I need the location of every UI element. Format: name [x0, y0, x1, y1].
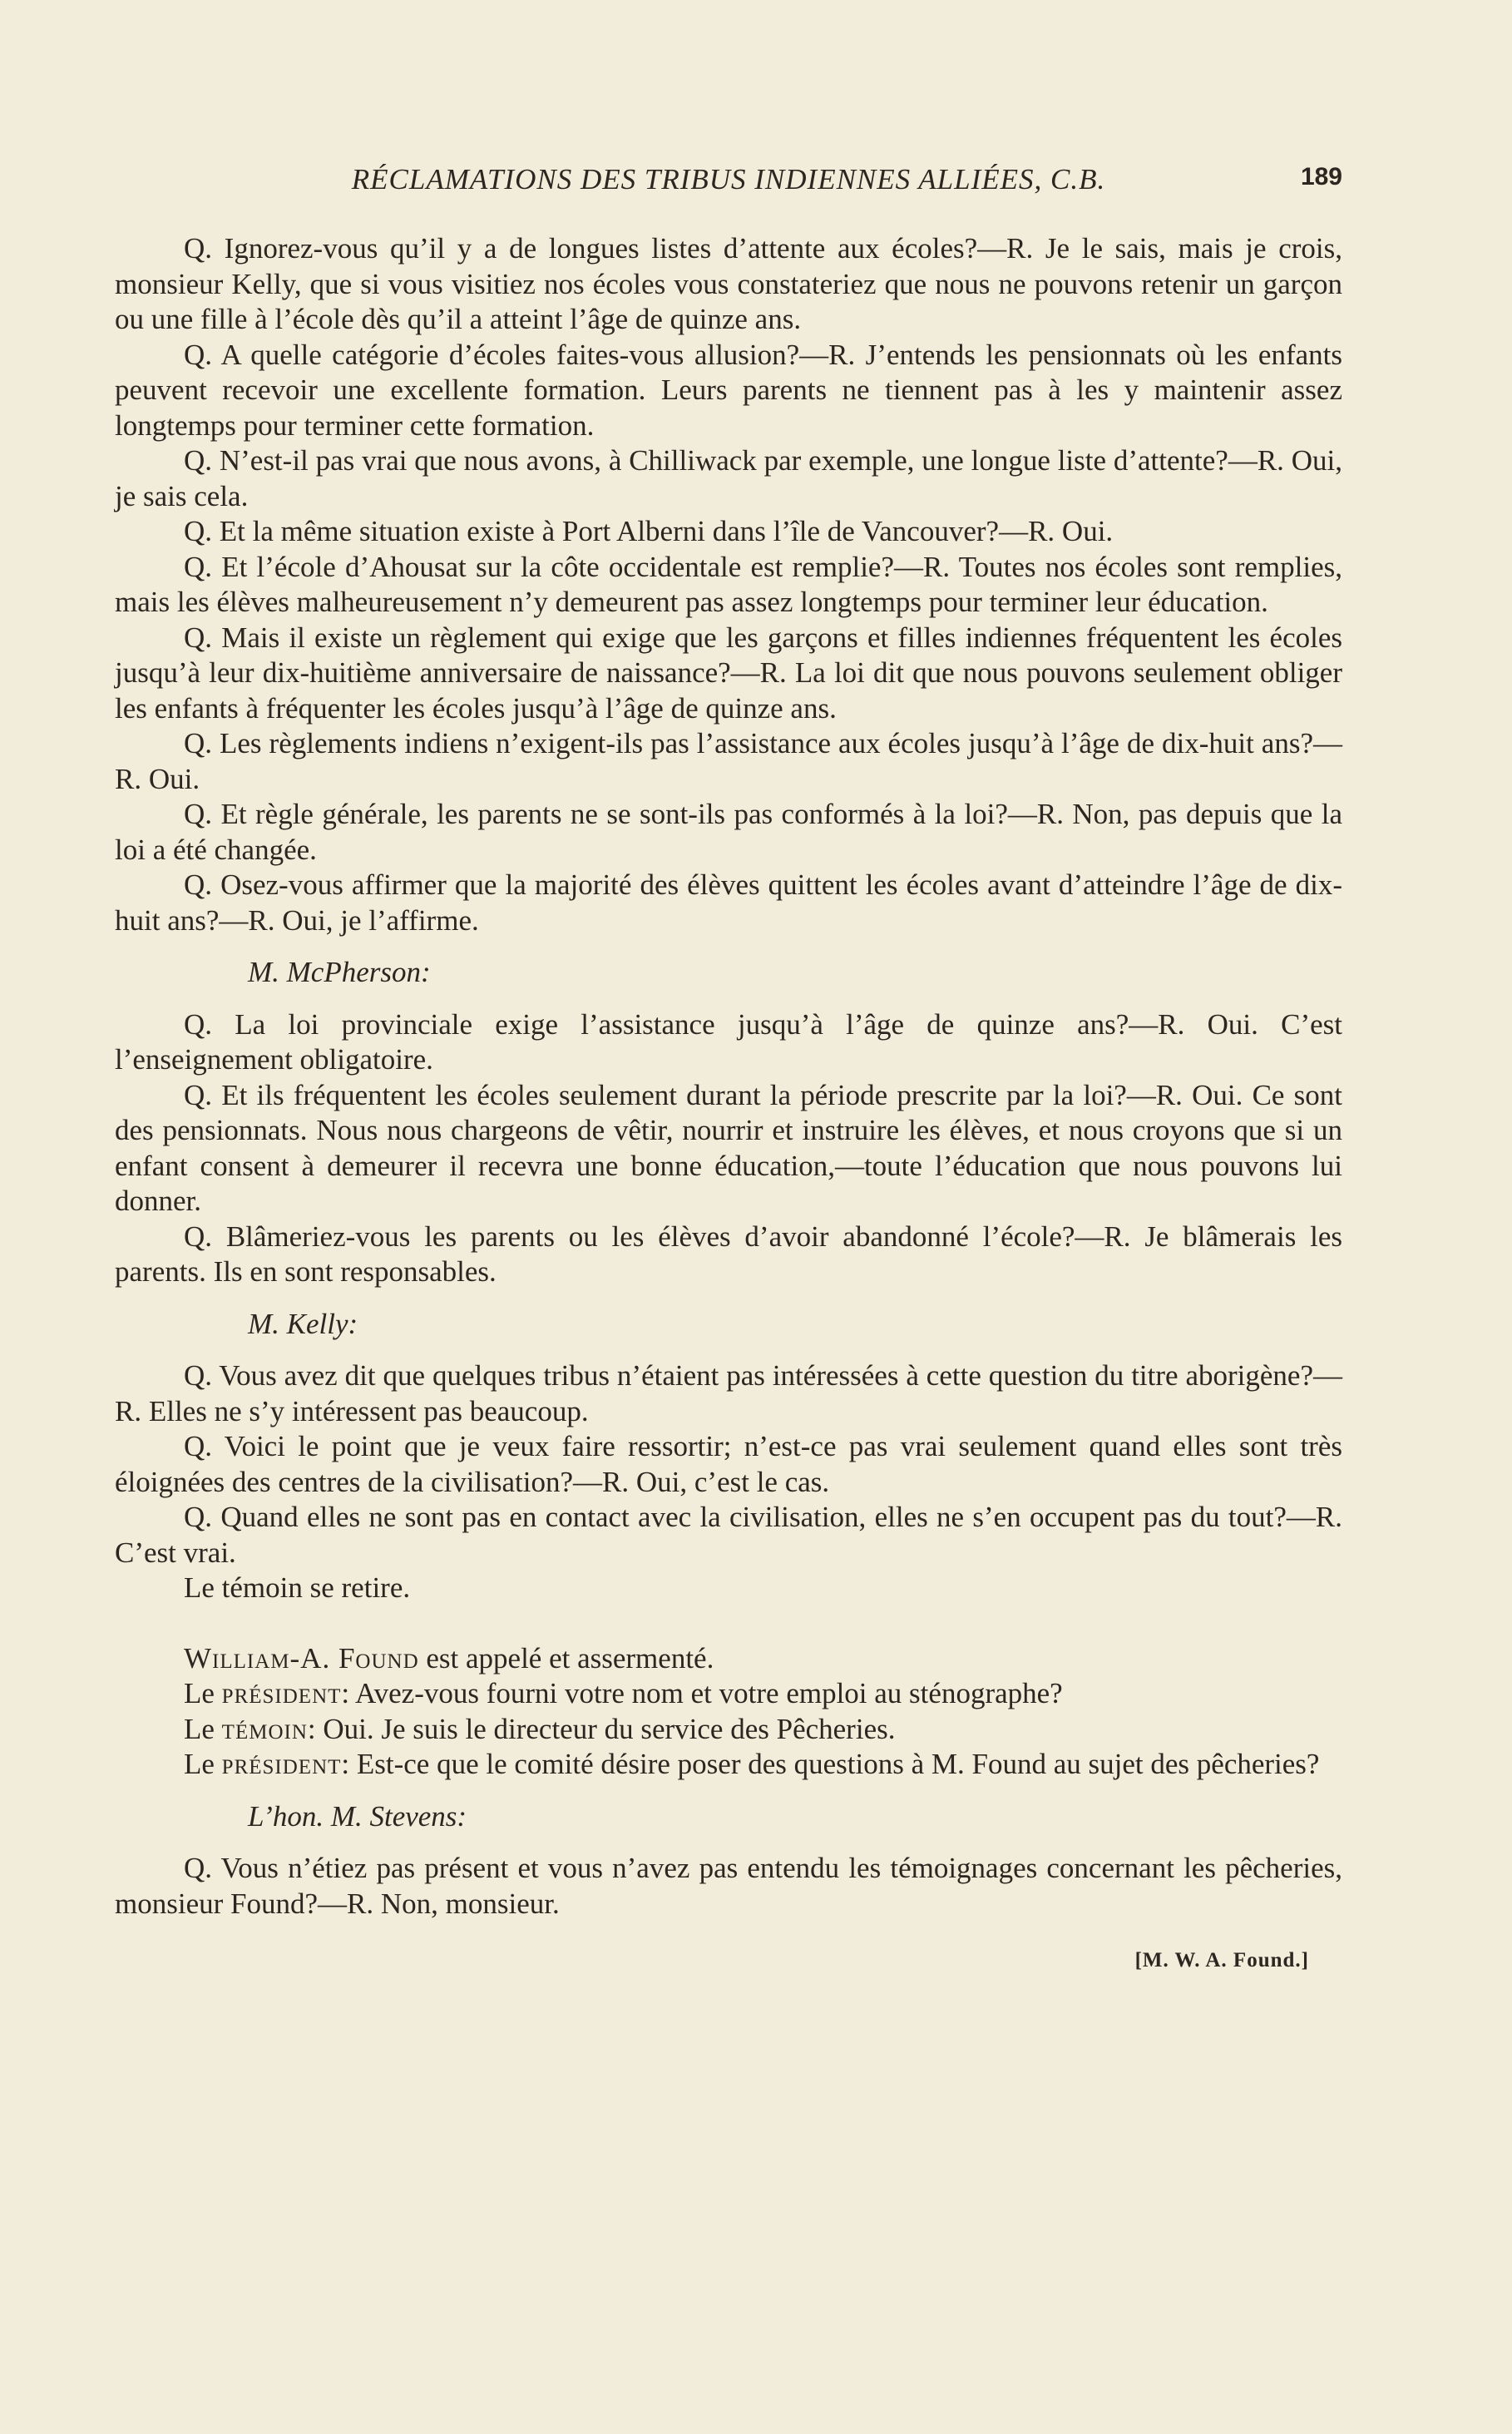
page-header — [115, 163, 1342, 205]
paragraph: Q. Et l’école d’Ahousat sur la côte occidentale est remplie?—R. Toutes nos écoles sont remplies, mais les élèves malheureusement n’y demeurent pas assez longtemps pour terminer leur éducation. — [115, 550, 1342, 618]
paragraph: Q. Osez-vous affirmer que la majorité des élèves quittent les écoles avant d’atteindre l’âge de dix-huit ans?—R. Oui, je l’affirme. — [115, 868, 1342, 937]
speaker-article: Le — [184, 1677, 222, 1709]
speaker-heading: M. McPherson: — [248, 956, 431, 988]
footer-note: [M. W. A. Found.] — [1134, 1949, 1309, 1971]
paragraph: Q. Les règlements indiens n’exigent-ils pas l’assistance aux écoles jusqu’à l’âge de dix-huit ans?—R. Oui. — [115, 727, 1342, 795]
speaker-article: Le — [184, 1712, 222, 1745]
paragraph: Le témoin se retire. — [184, 1571, 411, 1604]
speaker-role: témoin — [221, 1712, 308, 1745]
speaker-role: président — [221, 1748, 342, 1780]
witness-called-text: est appelé et assermenté. — [418, 1641, 714, 1675]
paragraph: Q. A quelle catégorie d’écoles faites-vous allusion?—R. J’entends les pensionnats où les enfants peuvent recevoir une excellente formation. Leurs parents ne tiennent pas à les y maintenir assez longtemps pour terminer cette formation. — [115, 338, 1342, 442]
speaker-article: Le — [184, 1748, 222, 1780]
paragraph: Q. Blâmeriez-vous les parents ou les élèves d’avoir abandonné l’école?—R. Je blâmerais les parents. Ils en sont responsables. — [115, 1219, 1342, 1288]
paragraph — [115, 1712, 1342, 1748]
body-text — [115, 231, 1342, 1979]
speaker-heading: L’hon. M. Stevens: — [248, 1799, 467, 1833]
paragraph: Q. La loi provinciale exige l’assistance jusqu’à l’âge de quinze ans?—R. Oui. C’est l’enseignement obligatoire. — [115, 1007, 1342, 1076]
paragraph: Q. Ignorez-vous qu’il y a de longues listes d’attente aux écoles?—R. Je le sais, mais je crois, monsieur Kelly, que si vous visitiez nos écoles vous constateriez que nous ne pouvons retenir un garçon ou une fille à l’école dès qu’il a atteint l’âge de quinze ans. — [115, 232, 1342, 335]
speaker-heading: M. Kelly: — [248, 1307, 358, 1340]
paragraph — [115, 1676, 1342, 1712]
paragraph: Q. Et ils fréquentent les écoles seulement durant la période prescrite par la loi?—R. Oui. Ce sont des pensionnats. Nous nous chargeons de vêtir, nourrir et instruire les élèves, et nous croyons que si un enfant consent à demeurer il recevra une bonne éducation,—toute l’éducation que nous pouvons lui donner. — [115, 1078, 1342, 1217]
paragraph: Q. Vous n’étiez pas présent et vous n’avez pas entendu les témoignages concernant les pêcheries, monsieur Found?—R. Non, monsieur. — [115, 1852, 1342, 1920]
witness-name: William-A. Found — [184, 1641, 419, 1675]
speaker-text: : Est-ce que le comité désire poser des questions à M. Found au sujet des pêcheries? — [341, 1748, 1320, 1780]
paragraph: Q. Et règle générale, les parents ne se sont-ils pas conformés à la loi?—R. Non, pas depuis que la loi a été changée. — [115, 798, 1342, 866]
running-title: RÉCLAMATIONS DES TRIBUS INDIENNES ALLIÉES, C.B. — [351, 163, 1106, 195]
paragraph — [115, 1747, 1342, 1783]
speaker-text: : Avez-vous fourni votre nom et votre emploi au sténographe? — [341, 1677, 1063, 1709]
speaker-text: : Oui. Je suis le directeur du service des Pêcheries. — [307, 1712, 896, 1745]
paragraph: Q. Mais il existe un règlement qui exige que les garçons et filles indiennes fréquentent les écoles jusqu’à leur dix-huitième anniversaire de naissance?—R. La loi dit que nous pouvons seulement obliger les enfants à fréquenter les écoles jusqu’à l’âge de quinze ans. — [115, 621, 1342, 725]
paragraph: Q. Vous avez dit que quelques tribus n’étaient pas intéressées à cette question du titre aborigène?—R. Elles ne s’y intéressent pas beaucoup. — [115, 1359, 1342, 1427]
paragraph: Q. Quand elles ne sont pas en contact avec la civilisation, elles ne s’en occupent pas du tout?—R. C’est vrai. — [115, 1501, 1342, 1569]
page-number: 189 — [1300, 163, 1342, 190]
paragraph: Q. Voici le point que je veux faire ressortir; n’est-ce pas vrai seulement quand elles sont très éloignées des centres de la civilisation?—R. Oui, c’est le cas. — [115, 1430, 1342, 1498]
paragraph: Q. Et la même situation existe à Port Alberni dans l’île de Vancouver?—R. Oui. — [184, 515, 1114, 547]
speaker-role: président — [221, 1677, 342, 1709]
witness-called-paragraph — [115, 1641, 1342, 1677]
paragraph: Q. N’est-il pas vrai que nous avons, à Chilliwack par exemple, une longue liste d’attente?—R. Oui, je sais cela. — [115, 444, 1342, 512]
